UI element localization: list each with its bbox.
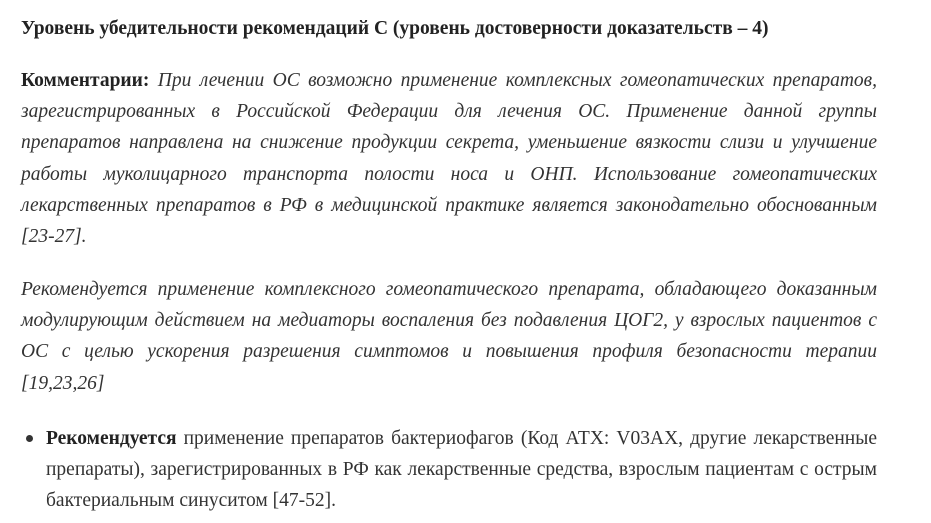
comment-paragraph [21,65,877,252]
list-item [21,423,877,516]
comment-label: Комментарии: [21,70,150,91]
bullet-text: применение препаратов бактериофагов (Код АТХ: V03AX, другие лекарственные препараты), зарегистрированных в РФ как лекарственные средства, взрослым пациентам с острым бактериальным синуситом [47-52]. [46,428,877,511]
recommendation-grade-heading: Уровень убедительности рекомендаций C (уровень достоверности доказательств – 4) [21,18,769,39]
bullet-dot-icon [26,435,33,442]
recommendation-paragraph: Рекомендуется применение комплексного гомеопатического препарата, обладающего доказанным модулирующим действием на медиаторы воспаления без подавления ЦОГ2, у взрослых пациентов с ОС с целью ускорения разрешения симптомов и повышения профиля безопасности терапии [19,23,26] [21,279,877,394]
comment-text: При лечении ОС возможно применение комплексных гомеопатических препаратов, зарегистрированных в Российской Федерации для лечения ОС. Применение данной группы препаратов направлена на снижение продукции секрета, уменьшение вязкости слизи и улучшение работы муколицарного транспорта полости носа и ОНП. Использование гомеопатических лекарственных препаратов в РФ в медицинской практике является законодательно обоснованным [23-27]. [21,70,878,248]
bullet-lead: Рекомендуется [46,428,177,449]
recommendation-bullet-list [21,423,877,516]
